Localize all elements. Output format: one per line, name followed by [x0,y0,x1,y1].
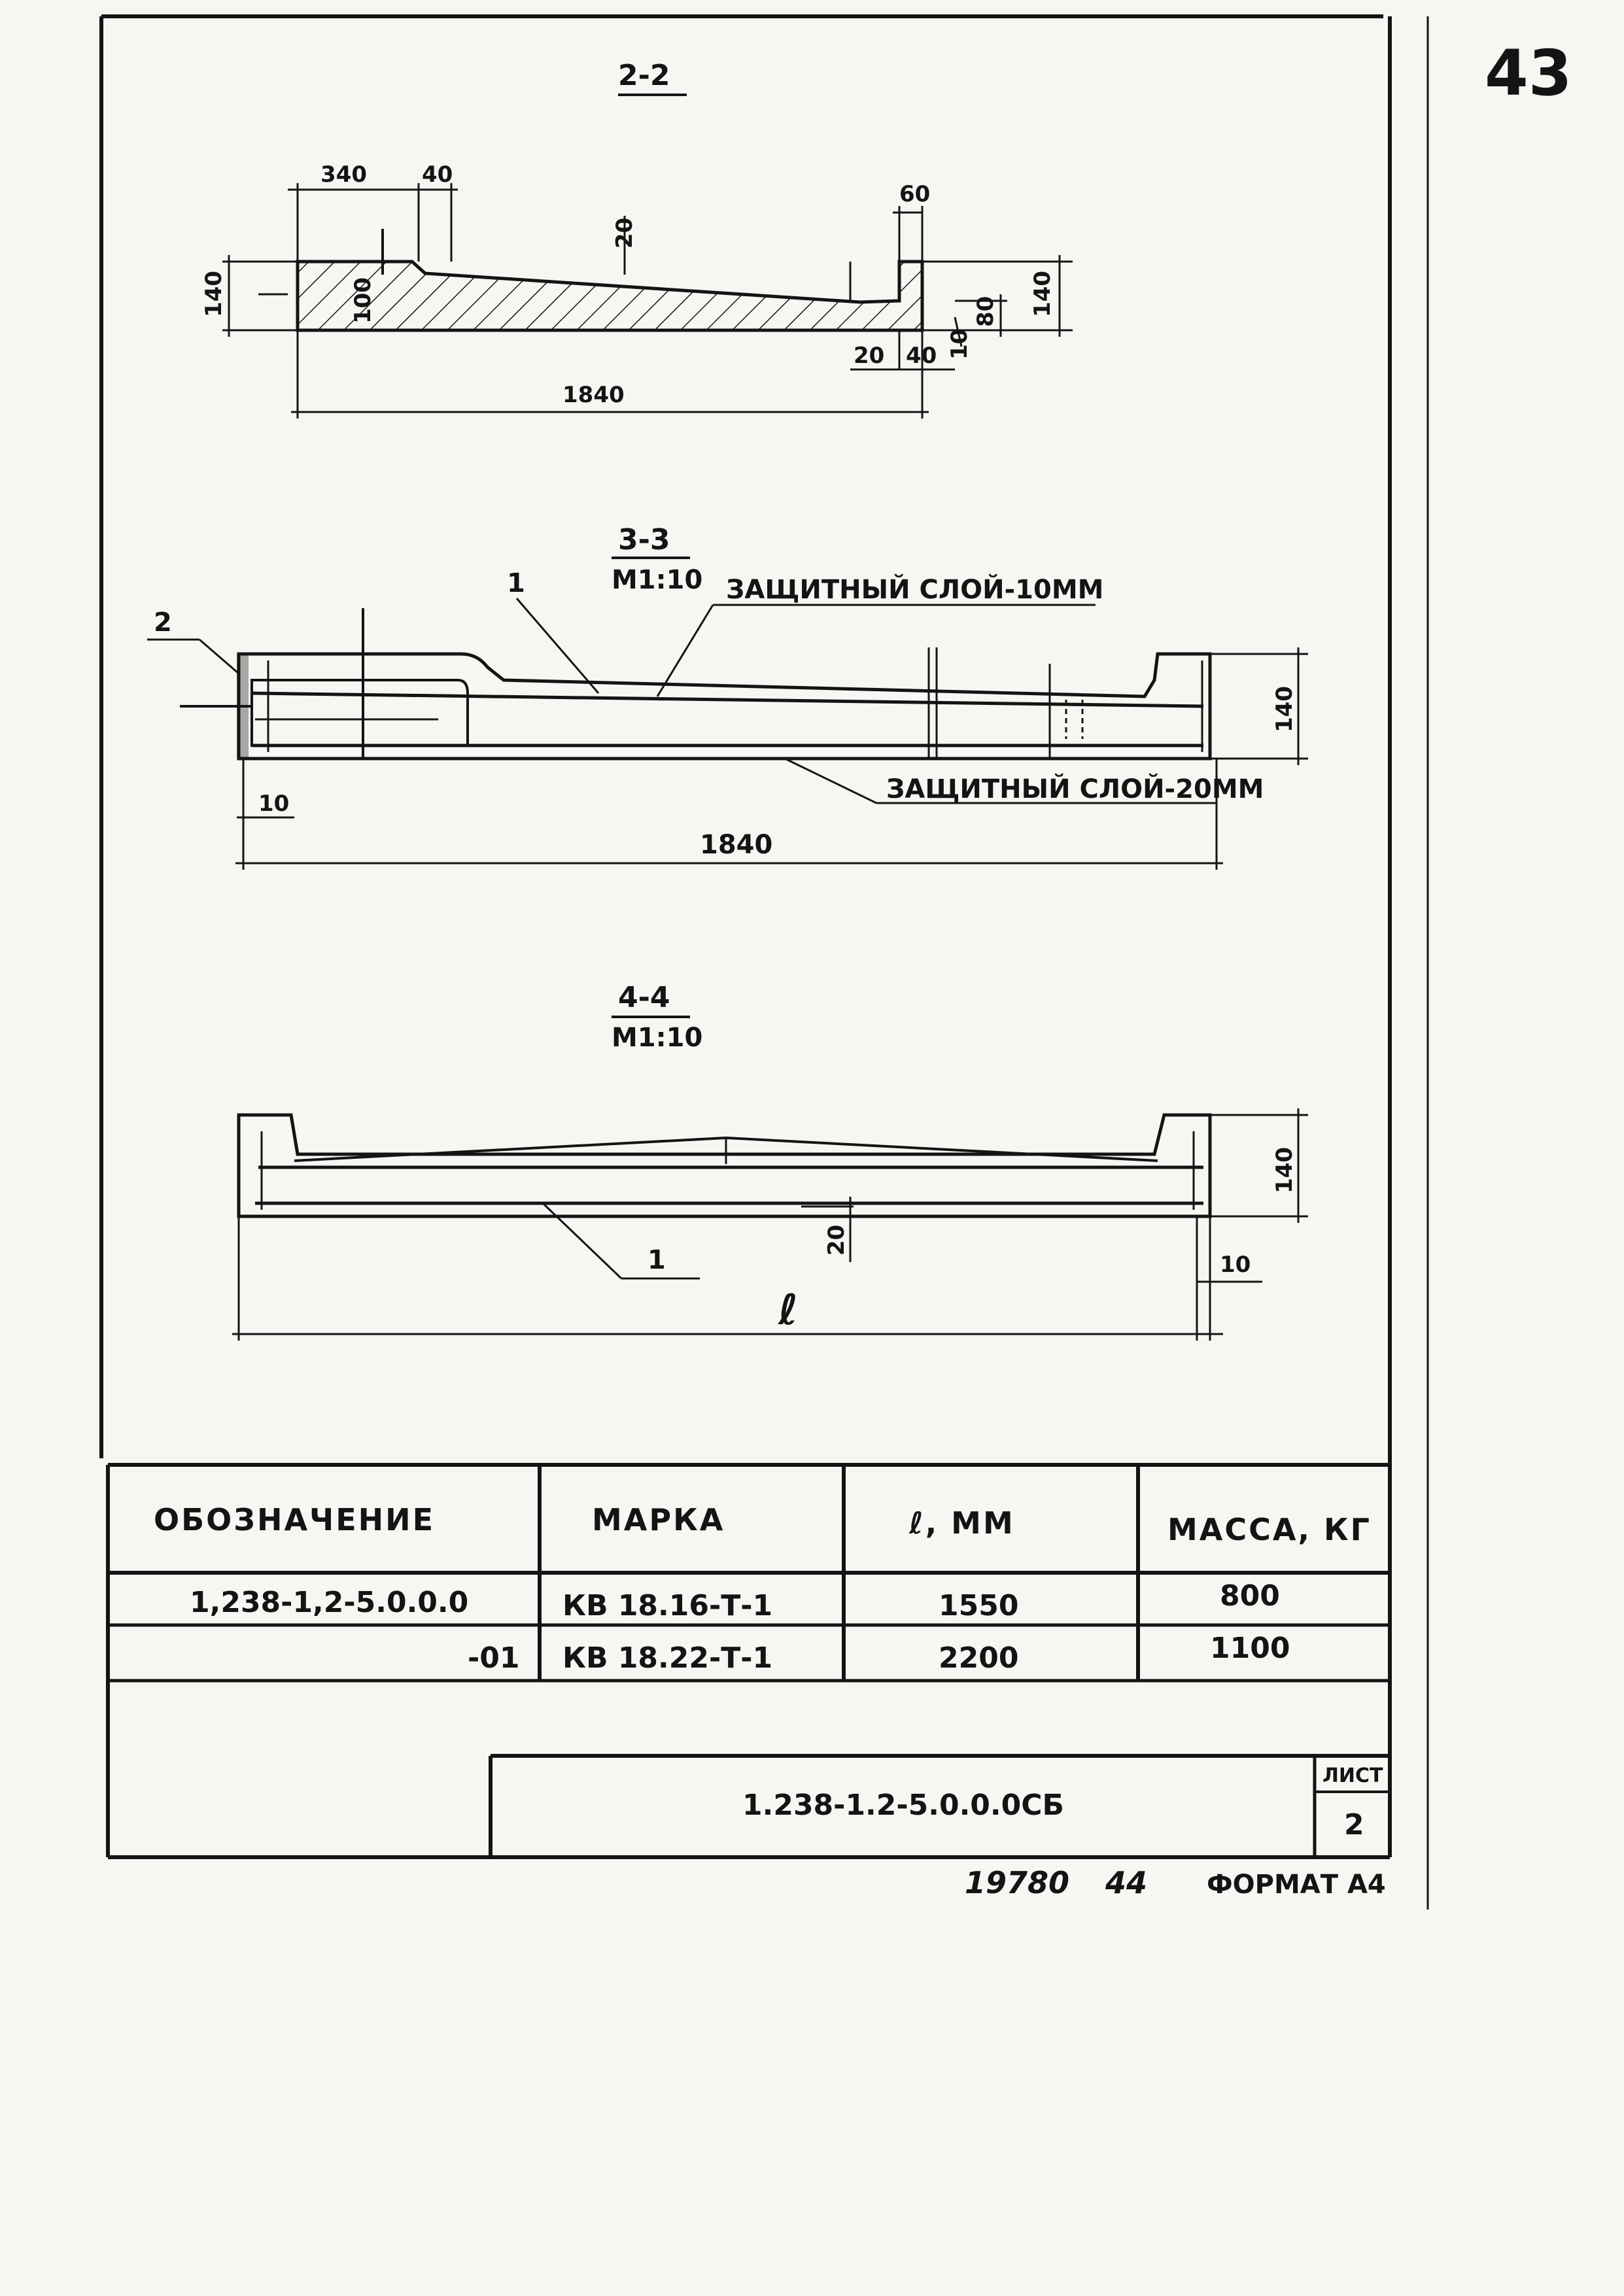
cell-designation: 1,238-1,2-5.0.0.0 [190,1586,469,1619]
section-title: 4-4 [618,981,670,1014]
dim-40: 40 [422,162,453,188]
cell-mark: КВ 18.22-Т-1 [562,1641,773,1675]
dim-20b: 20 [854,343,885,369]
dim-60: 60 [899,181,931,207]
dim-80: 80 [973,296,999,327]
section-4-4 [232,981,1308,1341]
cell-designation: -01 [468,1641,520,1675]
dim-10: 10 [946,328,973,360]
cell-mark: КВ 18.16-Т-1 [562,1589,773,1622]
format-label: ФОРМАТ А4 [1207,1870,1386,1900]
page-number: 43 [1485,37,1572,110]
section-scale: M1:10 [612,565,703,595]
cell-mass: 800 [1220,1579,1280,1613]
dim-140: 140 [1271,1147,1298,1193]
callout-2: 2 [154,608,172,638]
sheet-number: 2 [1344,1808,1364,1842]
footer [965,1865,1386,1900]
callout-1: 1 [507,568,525,598]
dim-length: ℓ [778,1286,799,1335]
cover-bottom-label: ЗАЩИТНЫЙ СЛОЙ-20ММ [886,774,1264,804]
dim-140: 140 [1271,686,1298,732]
table-row [468,1632,1290,1675]
callout-1: 1 [648,1245,666,1275]
dim-340: 340 [320,162,367,188]
cell-length: 2200 [939,1641,1019,1675]
dim-10: 10 [258,791,290,817]
header-mark: МАРКА [592,1502,725,1537]
dim-10: 10 [1220,1252,1251,1278]
dim-40b: 40 [906,343,937,369]
sheet-label: ЛИСТ [1322,1764,1383,1787]
dim-1840: 1840 [562,382,625,408]
beam-outline-3-3 [239,654,1210,759]
header-mass: МАССА, КГ [1167,1512,1372,1547]
specification-table [108,1465,1390,1857]
dim-20: 20 [823,1224,850,1256]
cell-mass: 1100 [1210,1632,1290,1665]
dim-140-left: 140 [201,271,227,317]
inventory-number: 19780 [965,1865,1070,1900]
dim-140-right: 140 [1029,271,1056,317]
header-designation: ОБОЗНАЧЕНИЕ [154,1502,436,1537]
section-3-3 [147,523,1308,870]
document-code: 1.238-1.2-5.0.0.0СБ [742,1789,1065,1822]
table-row [190,1579,1280,1622]
section-scale: M1:10 [612,1023,703,1053]
header-length: ℓ, ММ [909,1505,1015,1541]
cell-length: 1550 [939,1589,1019,1622]
dim-100: 100 [350,277,376,324]
profile-2-2 [298,262,922,330]
section-title: 3-3 [618,523,670,557]
inventory-page: 44 [1105,1865,1148,1900]
cover-top-label: ЗАЩИТНЫЙ СЛОЙ-10ММ [726,575,1104,605]
section-title: 2-2 [618,59,670,92]
dim-1840: 1840 [700,830,773,860]
dim-20: 20 [612,217,638,248]
section-2-2 [201,59,1073,419]
